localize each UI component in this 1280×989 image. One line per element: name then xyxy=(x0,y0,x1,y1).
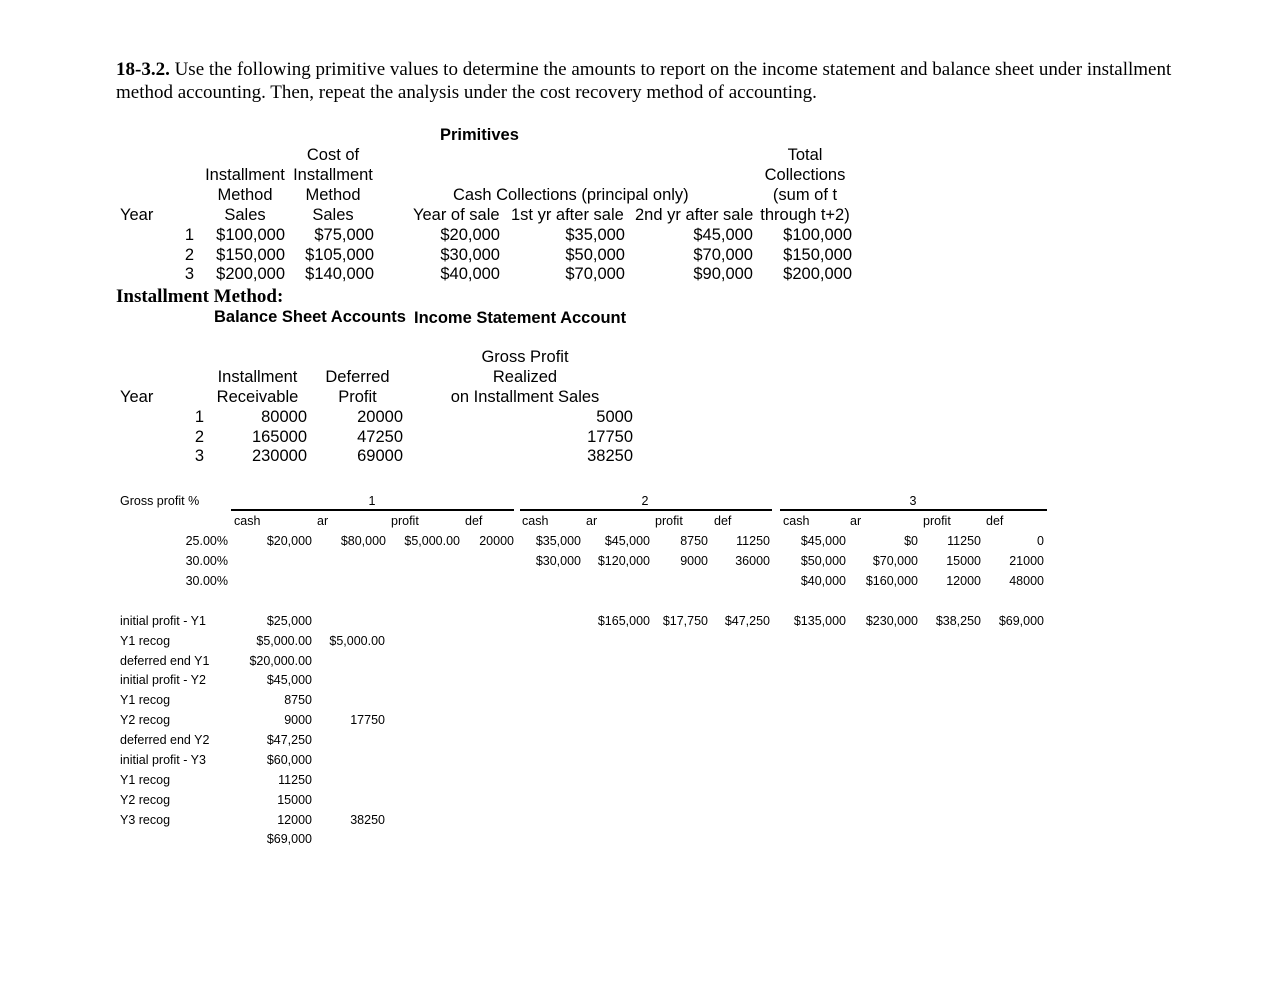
sales-header-line2: Method xyxy=(217,186,273,204)
calc-total: $5,000.00 xyxy=(329,634,385,648)
calc-value: 15000 xyxy=(277,793,312,807)
g2-cash-label: cash xyxy=(522,514,549,528)
total-header-line2: Collections xyxy=(764,166,846,184)
inst-receivable: 230000 xyxy=(251,447,307,465)
g1-r1-ar: $80,000 xyxy=(340,534,386,548)
prim-y0: $30,000 xyxy=(440,246,500,264)
g3-ar-label: ar xyxy=(850,514,862,528)
gross-header-line3: on Installment Sales xyxy=(450,388,600,406)
prim-year: 1 xyxy=(184,226,194,244)
g2-r2-cash: $30,000 xyxy=(535,554,581,568)
calc-value: $25,000 xyxy=(266,614,312,628)
prim-sales: $200,000 xyxy=(216,265,285,283)
calc-total: 38250 xyxy=(350,813,385,827)
calc-label: Y1 recog xyxy=(120,634,171,648)
cost-header-line3: Method xyxy=(305,186,361,204)
g2-def-label: def xyxy=(714,514,732,528)
g2-r1-def: 11250 xyxy=(736,534,770,548)
inst-deferred: 47250 xyxy=(357,428,403,446)
calc-label: Y1 recog xyxy=(120,773,171,787)
g2-r1-cash: $35,000 xyxy=(535,534,581,548)
prim-year: 2 xyxy=(184,246,194,264)
prim-y0: $20,000 xyxy=(440,226,500,244)
g2-total-ar: $165,000 xyxy=(597,614,650,628)
calc-label: Y1 recog xyxy=(120,693,171,707)
g3-r3-def: 48000 xyxy=(1009,574,1044,588)
calc-label: Y2 recog xyxy=(120,793,171,807)
calc-value: $47,250 xyxy=(266,733,312,747)
inst-gross: 17750 xyxy=(587,428,633,446)
primitives-title: Primitives xyxy=(440,126,519,144)
prim-y0: $40,000 xyxy=(440,265,500,283)
g3-profit-label: profit xyxy=(923,514,951,528)
g3-total-ar: $230,000 xyxy=(865,614,918,628)
g3-total-profit: $38,250 xyxy=(935,614,981,628)
g2-r2-def: 36000 xyxy=(735,554,770,568)
g3-r1-def: 0 xyxy=(1037,534,1044,548)
calc-label: Y3 recog xyxy=(120,813,171,827)
year-of-sale-header: Year of sale xyxy=(413,206,500,224)
gp-pct-3: 30.00% xyxy=(185,574,228,588)
g1-r1-cash: $20,000 xyxy=(266,534,312,548)
calc-total: 17750 xyxy=(350,713,385,727)
second-yr-header: 2nd yr after sale xyxy=(635,206,754,224)
inst-receivable: 165000 xyxy=(251,428,307,446)
inst-year: 2 xyxy=(194,428,204,446)
inst-receivable: 80000 xyxy=(261,408,307,426)
gp-pct-1: 25.00% xyxy=(185,534,228,548)
calc-value: 12000 xyxy=(277,813,312,827)
g1-profit-label: profit xyxy=(391,514,419,528)
g1-cash-label: cash xyxy=(234,514,261,528)
deferred-header-line1: Deferred xyxy=(325,368,390,386)
group-1-label: 1 xyxy=(368,494,376,508)
g3-r1-profit: 11250 xyxy=(947,534,981,548)
prim-y1: $50,000 xyxy=(565,246,625,264)
total-header-line3: (sum of t xyxy=(772,186,838,204)
receivable-header-line2: Receivable xyxy=(216,388,299,406)
gross-header-line1: Gross Profit xyxy=(481,348,569,366)
calc-label: deferred end Y2 xyxy=(120,733,210,747)
installment-method-title: Installment Method: xyxy=(116,286,284,307)
total-header-line1: Total xyxy=(787,146,823,164)
g2-r2-profit: 9000 xyxy=(680,554,708,568)
g3-r2-ar: $70,000 xyxy=(872,554,918,568)
first-yr-header: 1st yr after sale xyxy=(511,206,624,224)
g3-r3-cash: $40,000 xyxy=(800,574,846,588)
prim-sales: $150,000 xyxy=(216,246,285,264)
gross-profit-pct-label: Gross profit % xyxy=(120,494,200,508)
g3-r1-cash: $45,000 xyxy=(800,534,846,548)
receivable-header-line1: Installment xyxy=(217,368,298,386)
g3-r3-ar: $160,000 xyxy=(865,574,918,588)
prim-cost: $75,000 xyxy=(314,226,374,244)
g2-r1-ar: $45,000 xyxy=(604,534,650,548)
calc-value: 8750 xyxy=(284,693,312,707)
prim-y1: $70,000 xyxy=(565,265,625,283)
calc-value: $60,000 xyxy=(266,753,312,767)
group-3-label: 3 xyxy=(909,494,917,508)
calc-value: $20,000.00 xyxy=(249,654,312,668)
calc-value: 11250 xyxy=(278,773,312,787)
income-statement-header: Income Statement Account xyxy=(414,309,627,327)
calc-value: 9000 xyxy=(284,713,312,727)
g1-ar-label: ar xyxy=(317,514,329,528)
cost-header-line2: Installment xyxy=(293,166,373,184)
inst-year: 3 xyxy=(194,447,204,465)
deferred-header-line2: Profit xyxy=(338,388,377,406)
inst-deferred: 69000 xyxy=(357,447,403,465)
prim-total: $100,000 xyxy=(783,226,852,244)
calc-label: initial profit - Y3 xyxy=(120,753,206,767)
calc-label: Y2 recog xyxy=(120,713,171,727)
inst-gross: 5000 xyxy=(596,408,633,426)
g3-r1-ar: $0 xyxy=(904,534,918,548)
inst-year: 1 xyxy=(194,408,204,426)
prim-y1: $35,000 xyxy=(565,226,625,244)
g2-profit-label: profit xyxy=(655,514,683,528)
prim-sales: $100,000 xyxy=(216,226,285,244)
inst-deferred: 20000 xyxy=(357,408,403,426)
inst-gross: 38250 xyxy=(587,447,633,465)
calc-value: $45,000 xyxy=(266,673,312,687)
prim-y2: $90,000 xyxy=(693,265,753,283)
prim-y2: $70,000 xyxy=(693,246,753,264)
problem-text: Use the following primitive values to determine the amounts to report on the income statement and balance sheet under installment method accounting. Then, repeat the analysis under the cost recovery method of accounting. xyxy=(116,59,1172,103)
balance-sheet-header: Balance Sheet Accounts xyxy=(214,308,406,326)
primitives-year-header: Year xyxy=(120,206,154,224)
group-3-rule xyxy=(780,509,1047,511)
g1-r1-profit: $5,000.00 xyxy=(404,534,460,548)
cost-header-line4: Sales xyxy=(312,206,354,224)
g3-r3-profit: 12000 xyxy=(946,574,981,588)
prim-cost: $140,000 xyxy=(305,265,374,283)
prim-total: $200,000 xyxy=(783,265,852,283)
g2-total-def: $47,250 xyxy=(724,614,770,628)
g3-cash-label: cash xyxy=(783,514,810,528)
problem-number: 18-3.2. xyxy=(116,59,170,80)
group-1-rule xyxy=(231,509,514,511)
group-2-label: 2 xyxy=(641,494,649,508)
g3-r2-profit: 15000 xyxy=(946,554,981,568)
g2-total-profit: $17,750 xyxy=(662,614,708,628)
g2-r1-profit: 8750 xyxy=(680,534,708,548)
prim-year: 3 xyxy=(184,265,194,283)
calc-label: initial profit - Y1 xyxy=(120,614,206,628)
sales-header-line3: Sales xyxy=(224,206,266,224)
sales-header-line1: Installment xyxy=(205,166,285,184)
g3-r2-def: 21000 xyxy=(1009,554,1044,568)
calc-value: $69,000 xyxy=(266,832,312,846)
calc-label: initial profit - Y2 xyxy=(120,673,206,687)
calc-value: $5,000.00 xyxy=(256,634,312,648)
calc-label: deferred end Y1 xyxy=(120,654,210,668)
group-2-rule xyxy=(520,509,772,511)
prim-cost: $105,000 xyxy=(305,246,374,264)
g3-def-label: def xyxy=(986,514,1004,528)
gross-header-line2: Realized xyxy=(492,368,558,386)
g2-ar-label: ar xyxy=(586,514,598,528)
g2-r2-ar: $120,000 xyxy=(597,554,650,568)
g3-total-def: $69,000 xyxy=(998,614,1044,628)
g3-total-cash: $135,000 xyxy=(793,614,846,628)
g1-r1-def: 20000 xyxy=(479,534,514,548)
g3-r2-cash: $50,000 xyxy=(800,554,846,568)
cash-collections-header: Cash Collections (principal only) xyxy=(453,186,689,204)
cost-header-line1: Cost of xyxy=(306,146,360,164)
g1-def-label: def xyxy=(465,514,483,528)
gp-pct-2: 30.00% xyxy=(185,554,228,568)
problem-statement xyxy=(116,59,1176,104)
prim-y2: $45,000 xyxy=(693,226,753,244)
installment-year-header: Year xyxy=(120,388,154,406)
total-header-line4: through t+2) xyxy=(760,206,850,224)
prim-total: $150,000 xyxy=(783,246,852,264)
